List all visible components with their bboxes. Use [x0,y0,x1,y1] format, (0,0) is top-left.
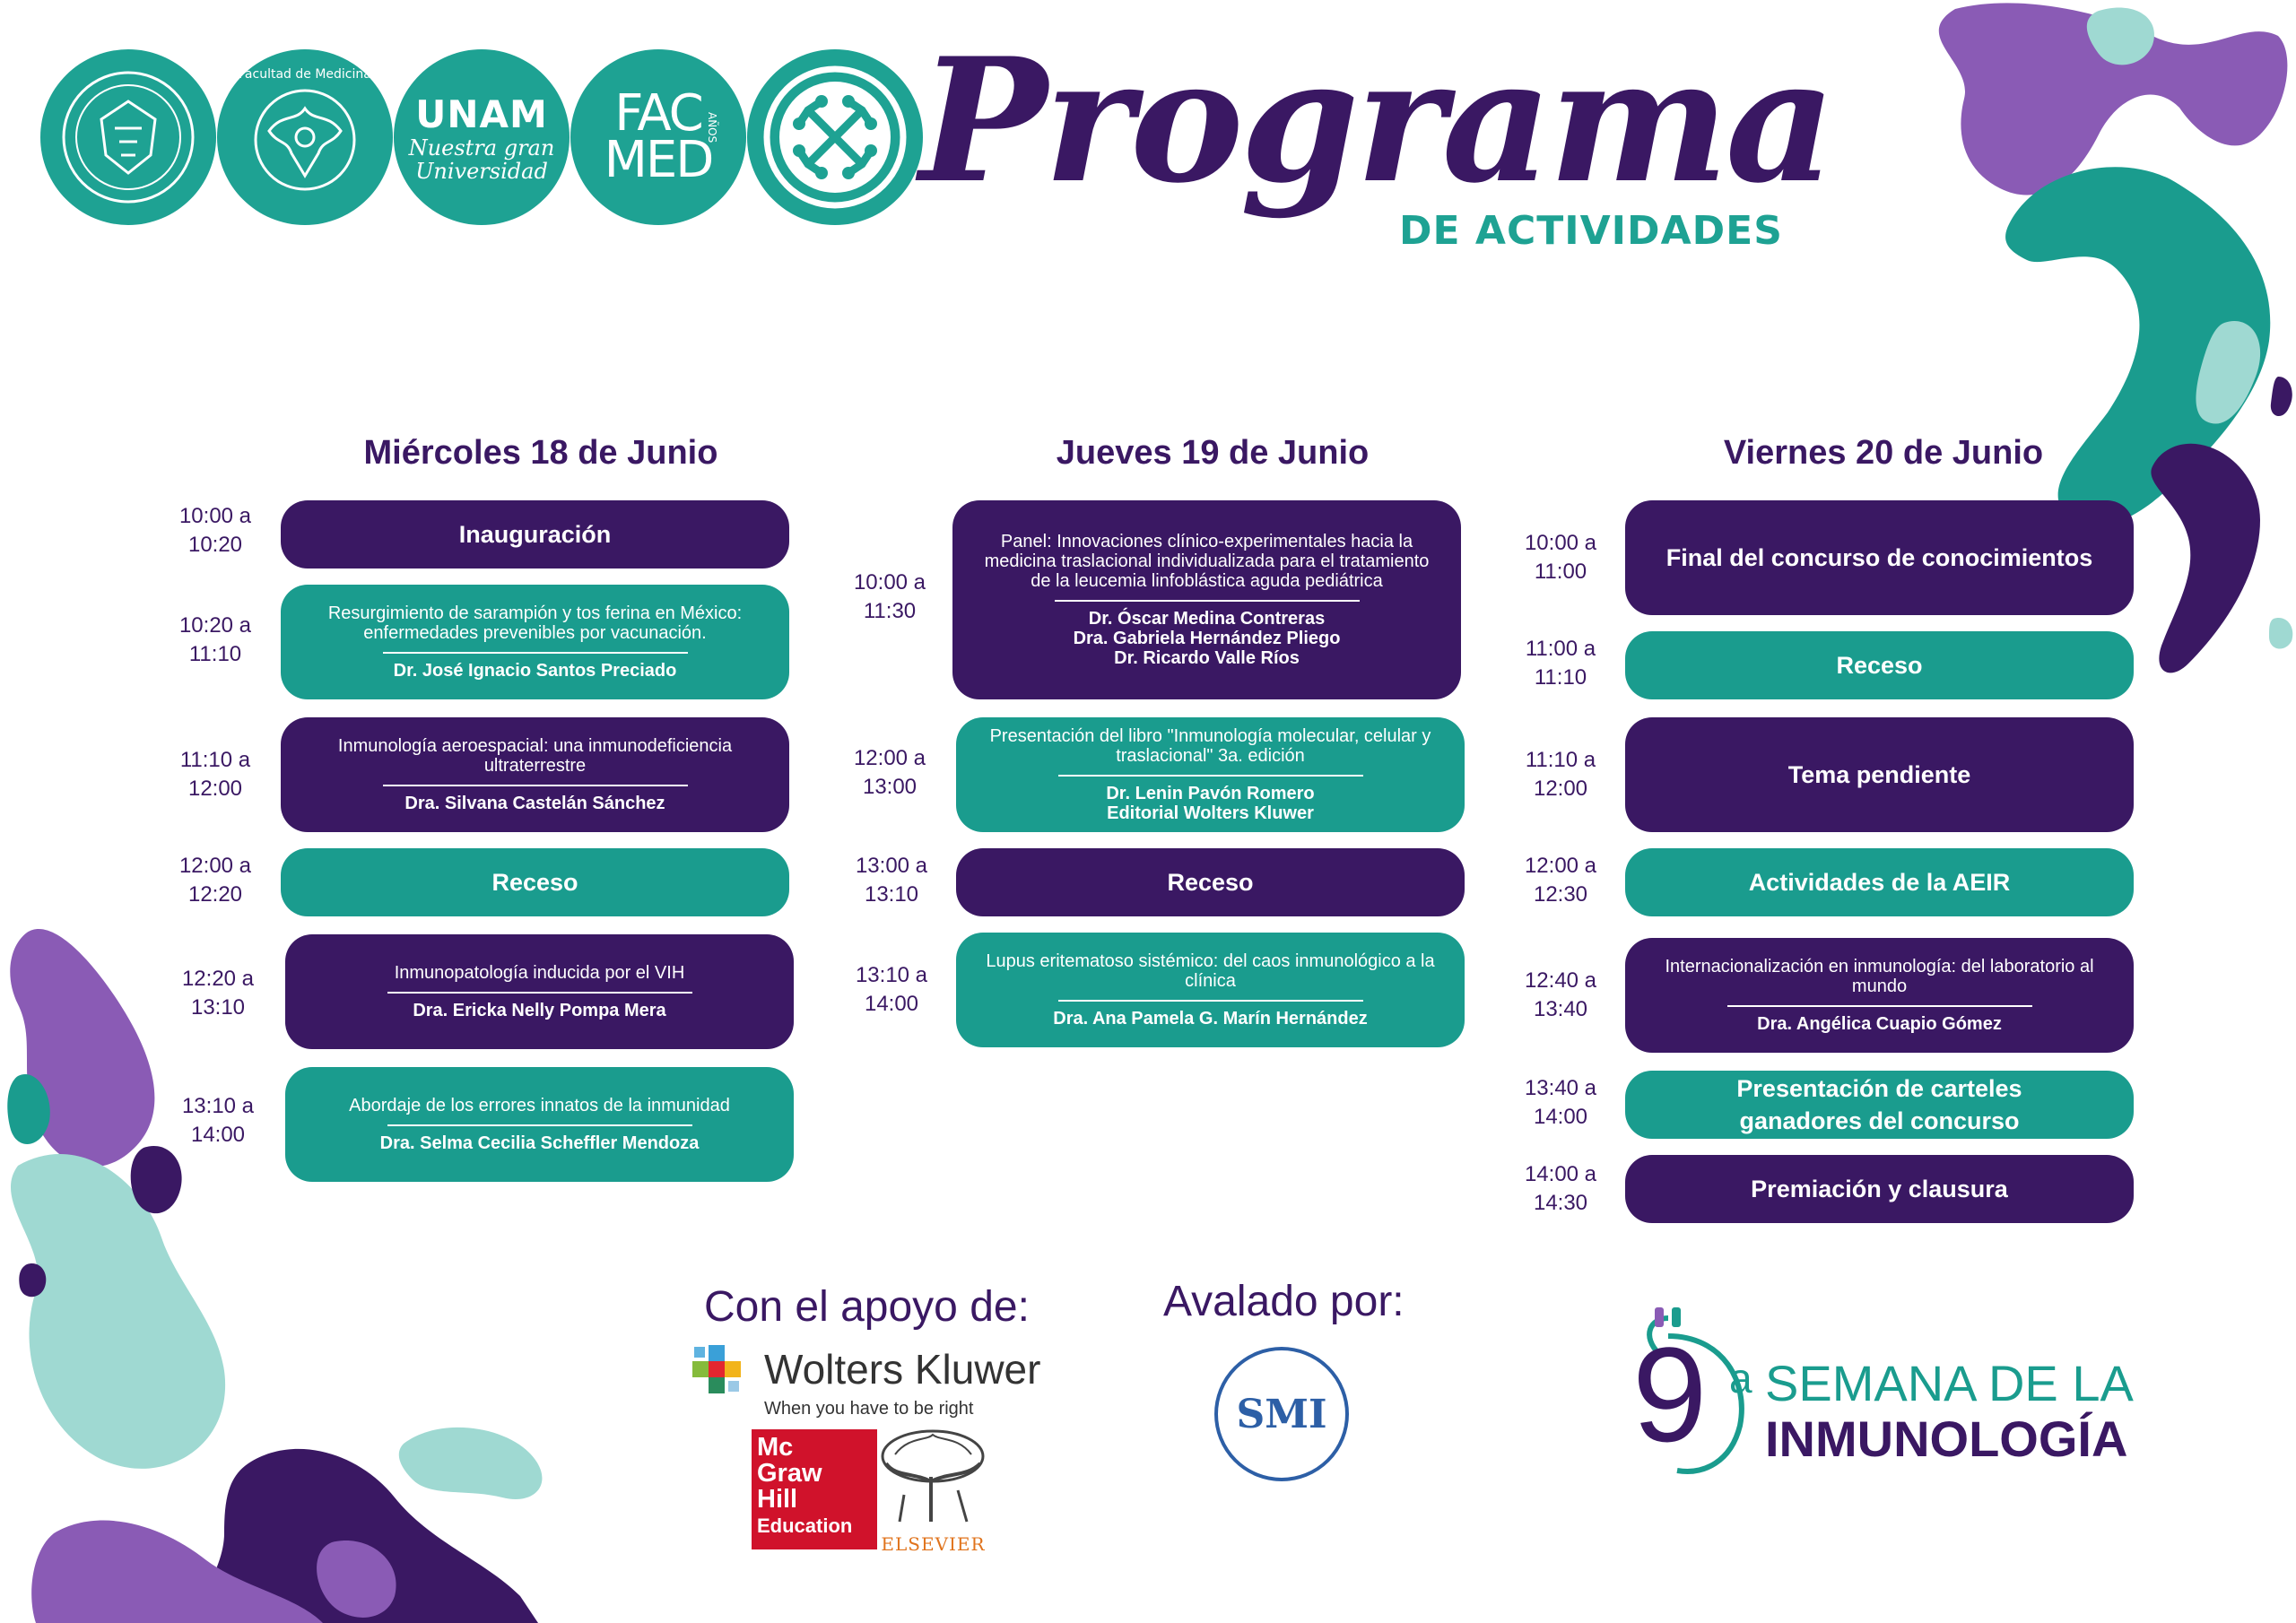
day-title-thursday: Jueves 19 de Junio [1056,434,1370,472]
event-card [281,717,789,832]
wolters-kluwer-mosaic-icon [691,1343,746,1399]
divider [1058,775,1363,777]
event-time [161,502,269,560]
event-description: Inmunopatología inducida por el VIH [394,963,685,983]
endorsed-title: Avalado por: [1163,1278,1405,1325]
event-label: Receso [1836,652,1923,679]
event-time [836,568,944,626]
immunology-logo [747,49,923,225]
mcgraw-line-4: Education [757,1515,853,1537]
time-end: 14:00 [864,992,919,1016]
elsevier-tree-icon [877,1428,989,1526]
facmed-line-1: FAC [614,84,702,143]
time-end: 11:00 [1534,560,1587,584]
time-start: 12:00 a [178,854,252,878]
time-end: 14:30 [1533,1191,1588,1215]
divider [387,992,692,994]
event-card [952,500,1461,699]
time-start: 10:00 a [1524,531,1597,555]
event-time [164,1092,272,1150]
event-time [838,961,945,1019]
time-end: 14:00 [1533,1105,1588,1129]
time-start: 13:40 a [1524,1076,1597,1100]
event-label: Presentación de carteles [1736,1075,2022,1102]
edition-number: 9 [1632,1319,1708,1470]
time-start: 10:00 a [853,570,926,595]
time-start: 11:00 a [1525,637,1596,661]
event-card [1625,1155,2134,1223]
event-label: ganadores del concurso [1739,1107,2020,1134]
event-speaker: Dra. Ericka Nelly Pompa Mera [413,1001,666,1020]
wolters-kluwer-tagline-text: When you have to be right [764,1399,974,1419]
event-description: Abordaje de los errores innatos de la inmunidad [349,1096,730,1115]
event-description: Presentación del libro "Inmunología molecular, celular y traslacional" 3a. edición [989,726,1431,766]
event-description: Resurgimiento de sarampión y tos ferina en México: enfermedades prevenibles por vacunación. [327,603,743,643]
semana-line-2: INMUNOLOGÍA [1765,1410,2128,1467]
divider [1055,600,1360,602]
time-start: 13:10 a [181,1094,255,1118]
facmed-seal-logo [217,49,393,225]
time-end: 11:10 [188,642,242,666]
time-start: 11:10 a [179,748,251,772]
event-speaker: Dra. Gabriela Hernández Pliego [1073,629,1341,648]
time-start: 13:10 a [855,963,928,987]
event-time [1507,1074,1614,1132]
wolters-kluwer-name: Wolters Kluwer [764,1346,1041,1393]
time-start: 10:00 a [178,504,252,528]
time-end: 12:30 [1533,882,1588,907]
unam-seal-icon [57,65,200,209]
time-start: 10:20 a [178,613,252,638]
mcgraw-hill-logo [752,1429,877,1549]
divider [1058,1000,1363,1002]
event-card [1625,717,2134,832]
unam-seal-logo [40,49,216,225]
event-card [1625,500,2134,615]
unam-wordmark: UNAM [415,91,548,136]
edition-suffix: a [1729,1355,1752,1402]
event-time [1507,852,1614,909]
event-card [285,1067,794,1182]
event-time [161,746,269,803]
event-card [1625,1071,2134,1139]
facmed-eagle-icon [242,82,368,198]
event-speaker: Dr. Lenin Pavón Romero [1106,784,1315,803]
event-time [1507,967,1614,1024]
time-end: 13:10 [864,882,919,907]
time-end: 12:20 [187,882,243,907]
event-label: Receso [1167,869,1254,896]
divider [383,785,688,786]
page-title: Programa [919,21,1832,221]
support-title: Con el apoyo de: [704,1283,1030,1331]
day-title-friday: Viernes 20 de Junio [1723,434,2044,472]
facmed-brand-logo [570,49,746,225]
event-time [164,965,272,1022]
mcgraw-line-2: Graw [757,1459,822,1488]
event-card [285,934,794,1049]
time-end: 11:30 [863,599,917,623]
event-time [838,852,945,909]
event-time [1507,635,1614,692]
time-start: 12:00 a [853,746,926,770]
event-card [1625,848,2134,916]
event-label: Actividades de la AEIR [1748,869,2011,896]
event-description: Inmunología aeroespacial: una inmunodeficiencia ultraterrestre [337,736,733,776]
time-end: 14:00 [190,1123,246,1147]
event-description: Panel: Innovaciones clínico-experimentales hacia la medicina traslacional individualizada para el tratamiento de la leucemia linfoblástica aguda pediátrica [984,532,1430,591]
facmed-seal-label: Facultad de Medicina [239,67,371,82]
event-label: Receso [491,869,578,896]
event-speaker: Dra. Silvana Castelán Sánchez [404,794,665,813]
time-start: 13:00 a [855,854,928,878]
event-speaker: Dra. Ana Pamela G. Marín Hernández [1053,1009,1368,1028]
time-end: 11:10 [1534,665,1587,690]
divider [1727,1005,2032,1007]
facmed-line-2: MED [604,131,713,189]
event-card [956,848,1465,916]
event-label: Tema pendiente [1787,761,1971,788]
time-end: 12:00 [1533,777,1588,801]
divider [387,1124,692,1126]
mcgraw-line-3: Hill [757,1485,798,1514]
event-time [161,852,269,909]
time-start: 12:40 a [1524,968,1597,993]
time-start: 14:00 a [1524,1162,1597,1186]
event-card [281,585,789,699]
event-description: Lupus eritematoso sistémico: del caos inmunológico a la clínica [986,951,1435,991]
mcgraw-line-1: Mc [757,1433,794,1462]
semana-line-1: SEMANA DE LA [1765,1355,2134,1411]
time-end: 13:00 [862,775,918,799]
event-time [1507,529,1614,586]
time-start: 12:00 a [1524,854,1597,878]
elsevier-name: ELSEVIER [881,1533,986,1555]
page-subtitle: DE ACTIVIDADES [1399,208,1783,254]
event-speaker: Editorial Wolters Kluwer [1107,803,1314,823]
event-card [281,500,789,568]
event-speaker: Dra. Selma Cecilia Scheffler Mendoza [379,1133,700,1153]
event-label: Inauguración [458,521,612,548]
day-title-wednesday: Miércoles 18 de Junio [363,434,718,472]
elsevier-logo [877,1428,989,1553]
event-card [1625,938,2134,1053]
time-start: 12:20 a [181,967,255,991]
unam-tagline-1: Nuestra gran [408,135,555,161]
event-time [161,612,269,669]
event-card [956,717,1465,832]
event-speaker: Dr. Óscar Medina Contreras [1088,609,1326,629]
event-label: Premiación y clausura [1751,1176,2008,1202]
event-speaker: Dr. José Ignacio Santos Preciado [393,661,677,681]
event-time [836,744,944,802]
time-end: 13:10 [190,995,246,1020]
time-end: 13:40 [1533,997,1588,1021]
smi-acronym: SMI [1236,1391,1327,1437]
smi-logo [1214,1347,1349,1481]
antibody-network-icon [759,61,911,213]
unam-brand-logo [394,49,570,225]
event-card [1625,631,2134,699]
time-start: 11:10 a [1525,748,1596,772]
time-end: 12:00 [187,777,243,801]
event-card [956,933,1465,1047]
time-end: 10:20 [187,533,243,557]
event-label: Final del concurso de conocimientos [1665,544,2093,571]
event-description: Internacionalización en inmunología: del laboratorio al mundo [1665,957,2094,996]
unam-tagline-2: Universidad [415,158,548,184]
facmed-years: AÑOS [706,112,718,143]
divider [383,652,688,654]
event-speaker: Dr. Ricardo Valle Ríos [1114,648,1300,668]
event-card [281,848,789,916]
event-time [1507,746,1614,803]
semana-logo [1614,1300,2152,1480]
event-time [1507,1160,1614,1218]
event-speaker: Dra. Angélica Cuapio Gómez [1757,1014,2002,1034]
